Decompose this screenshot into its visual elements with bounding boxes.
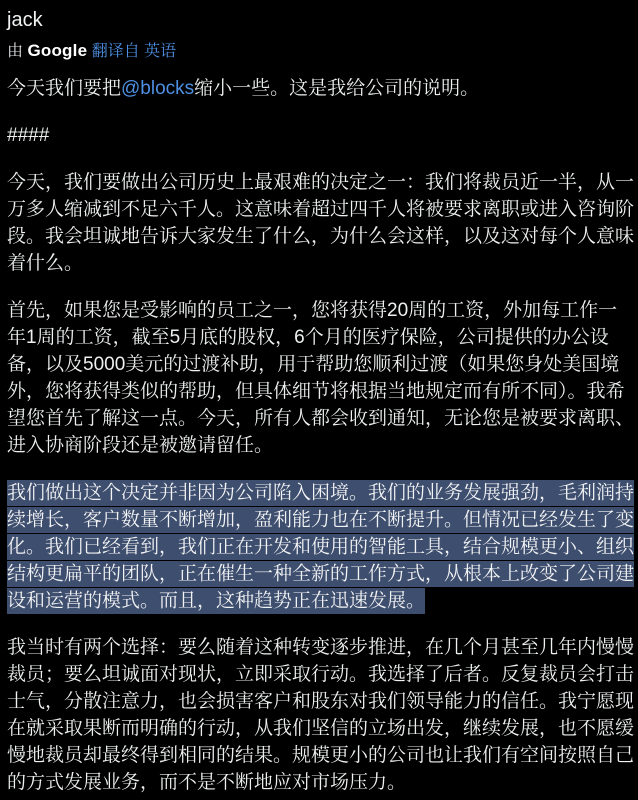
paragraph-choices: 我当时有两个选择：要么随着这种转变逐步推进，在几个月甚至几年内慢慢裁员；要么坦诚面对现状，立即采取行动。我选择了后者。反复裁员会打击士气，分散注意力，也会损害客户和股东对我们领导能力的信任。我宁愿现在就采取果断而明确的行动，从我们坚信的立场出发，继续发展，也不愿缓慢地裁员却最终得到相同的结果。规模更小的公司也让我们有空间按照自己的方式发展业务，而不是不断地应对市场压力。 — [7, 637, 635, 793]
mention-link-blocks[interactable]: @blocks — [121, 78, 195, 99]
heading-marks: #### — [7, 125, 50, 146]
paragraph-severance: 首先，如果您是受影响的员工之一，您将获得20周的工资，外加每工作一年1周的工资，截至5月底的股权，6个月的医疗保险，公司提供的办公设备，以及5000美元的过渡补助，用于帮助您顺利过渡（如果您身处美国境外，您将获得类似的帮助，但具体细节将根据当地规定而有所不同）。我希望您首先了解这一点。今天，所有人都会收到通知，无论您是被要求离职、进入协商阶段还是被邀请留任。 — [7, 300, 635, 456]
post-intro — [7, 75, 634, 102]
translation-source-language[interactable]: 英语 — [144, 43, 177, 60]
paragraph-decision: 今天，我们要做出公司历史上最艰难的决定之一：我们将裁员近一半，从一万多人缩减到不足六千人。这意味着超过四千人将被要求离职或进入咨询阶段。我会坦诚地告诉大家发生了什么，为什么会这样，以及这对每个人意味着什么。 — [7, 172, 635, 274]
highlighted-text: 我们做出这个决定并非因为公司陷入困境。我们的业务发展强劲，毛利润持续增长，客户数量不断增加，盈利能力也在不断提升。但情况已经发生了变化。我们已经看到，我们正在开发和使用的智能工具，结合规模更小、组织结构更扁平的团队，正在催生一种全新的工作方式，从根本上改变了公司建设和运营的模式。而且，这种趋势正在迅速发展。 — [7, 480, 634, 614]
author-name[interactable]: jack — [7, 9, 43, 31]
post-body — [7, 75, 634, 796]
translation-attribution — [7, 41, 634, 62]
intro-text-after: 缩小一些。这是我给公司的说明。 — [194, 78, 480, 99]
translated-from-link[interactable]: 翻译自 — [91, 43, 140, 60]
translation-prefix: 由 — [7, 43, 24, 60]
google-logo: Google — [27, 41, 88, 60]
intro-text-before: 今天我们要把 — [7, 78, 122, 99]
paragraph-highlighted — [7, 479, 634, 614]
